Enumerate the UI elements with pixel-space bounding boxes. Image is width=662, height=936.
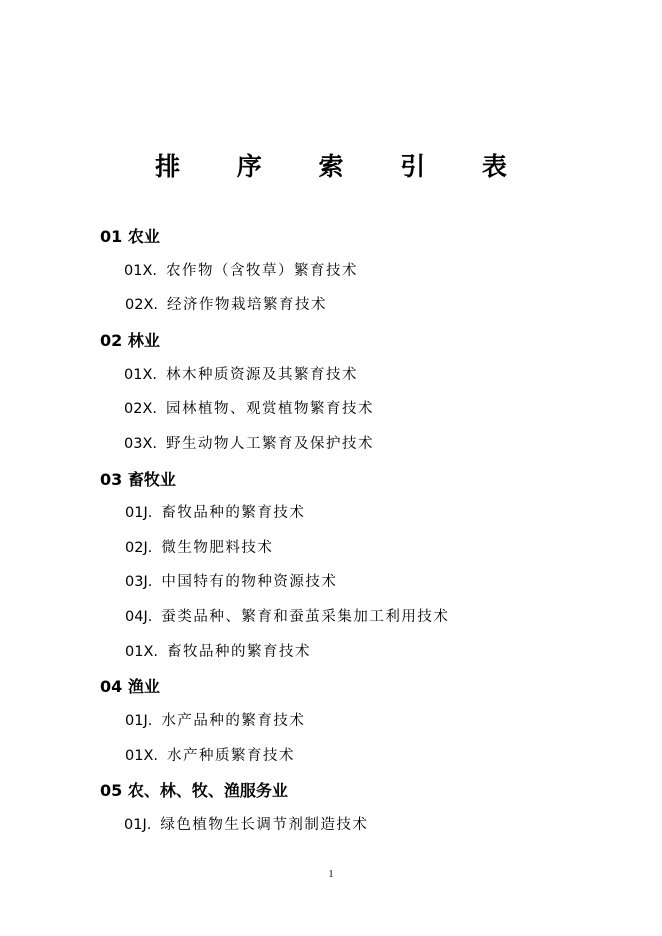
index-entry	[125, 503, 305, 523]
entry-code: 02X.	[125, 297, 158, 313]
entry-text: 园林植物、观赏植物繁育技术	[166, 401, 374, 417]
entry-text: 绿色植物生长调节剂制造技术	[160, 817, 369, 833]
entry-code: 01J.	[125, 713, 153, 729]
entry-text: 林木种质资源及其繁育技术	[166, 367, 358, 383]
entry-text: 经济作物栽培繁育技术	[167, 297, 327, 313]
index-entry	[125, 711, 305, 731]
index-entry	[124, 261, 358, 281]
entry-code: 02X.	[124, 401, 157, 417]
section-heading-animal-husbandry: 03 畜牧业	[100, 470, 176, 489]
entry-code: 03J.	[125, 574, 153, 590]
index-entry	[125, 642, 311, 662]
entry-text: 蚕类品种、繁育和蚕茧采集加工利用技术	[161, 609, 450, 625]
entry-code: 01J.	[124, 817, 152, 833]
entry-code: 02J.	[125, 540, 153, 556]
section-heading-agriculture: 01 农业	[100, 227, 160, 246]
section-heading-fishery: 04 渔业	[100, 677, 160, 696]
page-number: 1	[328, 869, 334, 880]
entry-text: 中国特有的物种资源技术	[161, 574, 338, 590]
entry-code: 01X.	[125, 644, 158, 660]
index-entry	[125, 295, 327, 315]
section-heading-services: 05 农、林、牧、渔服务业	[100, 781, 288, 800]
entry-code: 03X.	[124, 436, 157, 452]
entry-text: 水产种质繁育技术	[167, 748, 295, 764]
entry-code: 01X.	[124, 367, 157, 383]
page-title: 排 序 索 引 表	[155, 152, 531, 181]
entry-text: 畜牧品种的繁育技术	[167, 644, 311, 660]
entry-code: 01X.	[125, 748, 158, 764]
entry-text: 畜牧品种的繁育技术	[161, 505, 306, 521]
entry-text: 农作物（含牧草）繁育技术	[166, 263, 358, 279]
index-entry	[124, 434, 374, 454]
index-entry	[125, 572, 337, 592]
entry-code: 04J.	[125, 609, 153, 625]
index-entry	[124, 365, 358, 385]
index-entry	[124, 815, 368, 835]
entry-text: 水产品种的繁育技术	[161, 713, 306, 729]
section-heading-forestry: 02 林业	[100, 331, 160, 350]
entry-text: 野生动物人工繁育及保护技术	[166, 436, 374, 452]
entry-code: 01J.	[125, 505, 153, 521]
entry-text: 微生物肥料技术	[161, 540, 274, 556]
index-entry	[125, 746, 295, 766]
index-entry	[125, 607, 449, 627]
entry-code: 01X.	[124, 263, 157, 279]
index-entry	[124, 399, 374, 419]
index-entry	[125, 538, 273, 558]
